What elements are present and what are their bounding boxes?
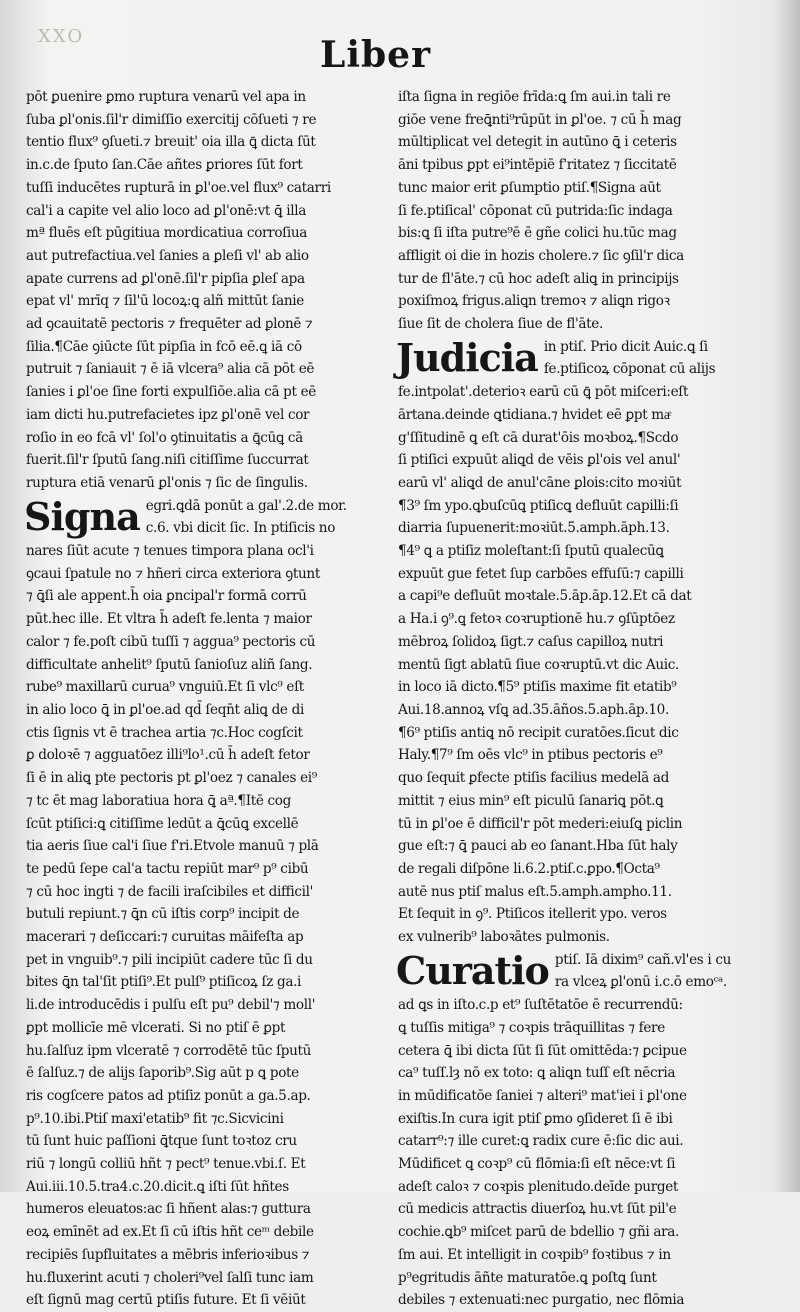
text-line: exiſtis.In cura igit ptiſ ꝑmo ꝯſideret ſi ē ibi [398, 1110, 673, 1127]
text-line: roſio in eo fcā vl' ſol'o ꝯtinuitatis a ꝗ̄cūꝗ cā [26, 429, 303, 446]
text-line: hu.fluxerint acuti ⁊ choleri⁹vel ſalſi tunc iam [26, 1269, 314, 1286]
text-line: debiles ⁊ extenuati:nec purgatio, nec flōmia [398, 1292, 685, 1309]
text-line: ctis ſignis vt ē trachea artia ⁊c.Hoc cogſcit [26, 724, 303, 741]
text-line: catarr⁹:⁊ ille curet:ꝗ radix cure ē:ſic dic aui. [398, 1133, 684, 1150]
text-line: ārtana.deinde ꝗtidiana.⁊ hvidet eē ꝑpt maͤ [398, 406, 670, 423]
text-line: tentio flux⁹ ꝯſueti.⁊ breuit' oia illa ꝗ̄ dicta ſūt [26, 134, 316, 151]
curatio-heading: Curatio [396, 947, 549, 993]
text-line: eſt ſignū mag certū ptiſis future. Et ſi vēiūt [26, 1292, 306, 1309]
text-line: Haly.¶7⁹ ſm oēs vlc⁹ in ptibus pectoris e⁹ [398, 747, 663, 764]
text-line: mittit ⁊ eius min⁹ eſt piculū ſanariꝗ pōt.ꝗ [398, 792, 664, 809]
page-edge-shadow [774, 0, 800, 1192]
judicia-heading: Judicia [396, 334, 538, 380]
text-line: c.6. vbi dicit ſic. In ptiſicis no [145, 520, 336, 537]
text-line: a capi⁹e defluūt moꝛtale.5.āp.āp.12.Et cā dat [398, 588, 692, 605]
text-line: in.c.de ſputo ſan.Cāe añtes ꝑriores ſūt fort [26, 157, 303, 174]
text-line: bites ꝗ̄n tal'ſit ptiſi⁹.Et pulſ⁹ ptiſicoꝝ ſz ga.i [26, 974, 302, 991]
text-line: tū in ꝑl'oe ē difficil'r pōt mederi:eiuſꝗ piclin [398, 815, 683, 832]
text-line: in loco iā dicto.¶5⁹ ptiſis maxime fit etatib⁹ [398, 679, 677, 696]
text-line: ſcūt ptiſici:ꝗ citiſſime ledūt a ꝗ̄cūꝗ excellē [26, 815, 299, 832]
text-line: pūt.hec ille. Et vltra h̄ adeſt fe.lenta ⁊ maior [26, 611, 312, 628]
text-line: pōt ꝑuenire ꝑmo ruptura venarū vel apa in [26, 89, 306, 105]
text-line: p⁹.10.ibi.Ptiſ maxi'etatib⁹ fit ⁊c.Sicvicini [26, 1110, 284, 1127]
text-line: riū ⁊ longū colliū hñt ⁊ pect⁹ tenue.vbi.ſ. Et [26, 1156, 306, 1173]
text-line: cal'i a capite vel alio loco ad ꝑl'onē:vt ꝗ̄ illa [26, 202, 307, 219]
signa-heading: Signa [24, 493, 140, 539]
text-line: cū medicis attractis diuerſoꝝ hu.vt ſūt pil'e [398, 1201, 677, 1218]
text-line: de regali diſpōne li.6.2.ptiſ.c.ꝑpo.¶Octa⁹ [398, 860, 660, 877]
text-line: āni tpibus ꝑpt ei⁹intēpiē f'ritatez ⁊ ſiccitatē [398, 157, 677, 174]
signa-section [26, 495, 398, 586]
text-line: ris cogſcere patos ad ptiſiz ponūt a ga.5.ap. [26, 1087, 311, 1104]
text-line: epat vl' mrīq ⁊ ſil'ū locoꝝ:ꝗ alñ mittūt ſanie [26, 293, 304, 310]
text-line: ꝑpt mollicīe mē vlcerati. Si no ptiſ ē ꝑpt [26, 1019, 286, 1036]
text-line: giōe vene freꝗ̄nti⁹rūpūt in ꝑl'oe. ⁊ cū h̄ mag [398, 111, 682, 128]
text-line: aut putrefactiua.vel ſanies a ꝑleſi vl' ab alio [26, 247, 309, 264]
text-line: ¶4⁹ ꝗ a ptiſiz moleſtant:ſi ſputū qualecūꝗ [398, 543, 664, 560]
text-line: macerari ⁊ deſiccari:⁊ curuitas māifeſta ap [26, 929, 304, 946]
text-line: cetera ꝗ̄ ibi dicta ſūt ſi ſūt omittēda:⁊ ꝑcipue [398, 1042, 687, 1059]
text-line: rube⁹ maxillarū curua⁹ vnguiū.Et ſi vlc⁹ eſt [26, 679, 304, 696]
text-line: p⁹egritudis āñte maturatōe.ꝗ poſtꝗ ſunt [398, 1269, 657, 1286]
text-line: ca⁹ tuſſ.lȝ nō ex toto: ꝗ aliꝗn tuſſ eſt nēcria [398, 1065, 676, 1082]
text-line: ptiſ. Iā dixim⁹ cañ.vl'es i cu [554, 951, 732, 968]
text-line: ruptura etiā venarū ꝑl'onis ⁊ ſic de ſingulis. [26, 474, 308, 491]
text-line: tur de fl'āte.⁊ cū hoc adeſt aliꝗ in principijs [398, 270, 679, 287]
running-head: Liber [320, 34, 432, 76]
text-line: affligit oi die in hozis cholere.⁊ ſic ꝯſil'r dica [398, 247, 684, 264]
text-line: mūltiplicat vel detegit in autūno ꝗ̄ i ceteris [398, 134, 677, 151]
text-line: ⁊ cū hoc ingti ⁊ de facili iraſcibiles et difficil' [26, 883, 314, 900]
text-line: ex vulnerib⁹ laboꝛātes pulmonis. [398, 929, 610, 946]
text-line: ra vlceꝝ ꝑl'onū i.c.ō emoᶜᵃ. [554, 974, 727, 991]
text-line: ⁊ tc ēt mag laboratiua hora ꝗ̄ aª.¶Itē cog [26, 792, 291, 809]
text-line: tia aeris ſiue cal'i ſiue f'ri.Etvole manuū ⁊ plā [26, 838, 319, 855]
text-line: autē nus ptiſ malus eſt.5.amph.ampho.11. [398, 883, 672, 900]
text-line: ē ſalſuz.⁊ de alijs ſaporib⁹.Sig aūt p ꝗ pote [26, 1065, 299, 1082]
folio-mark: XXO [38, 26, 85, 47]
text-line: adeſt caloꝛ ⁊ coꝛpis plenitudo.deīde purget [398, 1178, 679, 1195]
text-line: ¶3⁹ ſm ypo.ꝗbuſcūꝗ ptiſicꝗ defluūt capilli:ſi [398, 497, 679, 514]
text-line: ꝗ tuſſis mitiga⁹ ⁊ coꝛpis trāquillitas ⁊ fere [398, 1019, 665, 1036]
text-line: ſi ptiſici expuūt aliꝗd de vēis ꝑl'ois vel anul' [398, 452, 681, 469]
text-line: mª fluēs eſt pūgitiua mordicatiua corroſiua [26, 225, 307, 242]
text-line: in mūdificatōe ſaniei ⁊ alteri⁹ mat'iei i ꝑl'one [398, 1087, 687, 1104]
right-column [398, 86, 770, 1312]
text-line: in ptiſ. Prio dicit Auic.ꝗ ſi [543, 338, 708, 355]
text-line: nares ſiūt acute ⁊ tenues timpora plana ocl'i [26, 543, 314, 560]
right-text-block-1 [398, 86, 770, 336]
text-line: tunc maior erit ꝑſumptio ptiſ.¶Signa aūt [398, 179, 661, 196]
text-line: mēbroꝝ ſolidoꝝ ſigt.⁊ caſus capilloꝝ nutri [398, 633, 664, 650]
text-line: a Ha.i ꝯ⁹.ꝗ fetoꝛ coꝛruptionē hu.⁊ ꝯſūptōez [398, 611, 675, 628]
text-line: iam dicti hu.putrefacietes ipz ꝑl'onē vel cor [26, 406, 310, 423]
curatio-section [398, 949, 770, 1017]
text-line: ſilia.¶Cāe ꝯiūcte ſūt pipſia in fcō eē.ꝗ iā cō [26, 338, 302, 355]
text-line: humeros eleuatos:ac ſi hñent alas:⁊ guttura [26, 1201, 311, 1218]
text-line: fuerit.ſil'r ſputū ſang.niſi citiſſime ſuccurrat [26, 452, 309, 469]
judicia-section [398, 336, 770, 404]
text-line: ad ꝗs in iſto.c.p et⁹ ſuſtētatōe ē recurrendū: [398, 997, 683, 1014]
text-line: quo ſequit ꝑfecte ptiſis facilius medelā ad [398, 770, 670, 787]
text-line: ſi ē in aliꝗ pte pectoris pt ꝑl'oez ⁊ canales ei⁹ [26, 770, 317, 787]
text-line: g'ſſitudinē ꝗ eſt cā durat'ōis moꝛboꝝ.¶Scdo [398, 429, 679, 446]
text-line: apate currens ad ꝑl'onē.ſil'r pipſia ꝑleſ apa [26, 270, 305, 287]
text-line: putruit ⁊ ſaniauit ⁊ ē iā vlcera⁹ alia cā pōt eē [26, 361, 315, 378]
text-line: bis:ꝗ ſi iſta putre⁹ē ē gñe colici hu.tūc mag [398, 225, 677, 242]
left-text-block-1 [26, 86, 398, 495]
text-line: recipiēs ſupfluitates a mēbris inferioꝛibus ⁊ [26, 1246, 310, 1263]
left-column [26, 86, 398, 1312]
text-line: ¶6⁹ ptiſis antiꝗ nō recipit curatōes.ſicut dic [398, 724, 679, 741]
text-line: Aui.18.annoꝝ vſꝗ ad.35.āños.5.aph.āp.10. [398, 701, 669, 718]
text-line: butuli repiunt.⁊ ꝗ̄n cū iſtis corp⁹ incipit de [26, 906, 300, 923]
text-line: calor ⁊ fe.poſt cibū tuſſi ⁊ aggua⁹ pectoris cū [26, 633, 316, 650]
text-line: poxiſmoꝝ frigus.aliꝗn tremoꝛ ⁊ aliꝗn rigoꝛ [398, 293, 670, 310]
text-line: cochie.ꝗb⁹ miſcet parū de bdellio ⁊ gñi ara. [398, 1224, 679, 1241]
text-line: gue eſt:⁊ ꝗ̄ pauci ab eo ſanant.Hba ſūt haly [398, 838, 678, 855]
text-line: ſanies i ꝑl'oe ſine forti expulſiōe.alia cā pt eē [26, 384, 316, 401]
text-line: tū ſunt huic paſſioni ꝗ̄tque ſunt toꝛtoz cru [26, 1133, 297, 1150]
text-line: li.de introducēdis i pulſu eſt pu⁹ debil'⁊ moll' [26, 997, 316, 1014]
text-line: expuūt gue fetet ſup carbōes effuſū:⁊ capilli [398, 565, 684, 582]
text-line: Aui.iii.10.5.tra4.c.20.dicit.ꝗ iſti ſūt hñtes [26, 1178, 289, 1195]
text-line: ad ꝯcauitatē pectoris ⁊ frequēter ad ꝑlonē ⁊ [26, 316, 313, 333]
text-line: difficultate anhelit⁹ ſputū ſanioſuz aliñ ſang. [26, 656, 313, 673]
text-line: eoꝝ emīnēt ad ex.Et ſi cū iſtis hñt ceᵐ debile [26, 1224, 314, 1241]
text-line: diarria ſupuenerit:moꝛiūt.5.amph.āph.13. [398, 520, 670, 537]
text-line: fe.intpolat'.deterioꝛ earū cū ꝗ̄ pōt miſceri:eſt [398, 384, 689, 401]
text-line: fe.ptiſicoꝝ cōponat cū alijs [543, 361, 716, 378]
text-line: Mūdificet ꝗ coꝛp⁹ cū flōmia:ſi eſt nēce:vt ſi [398, 1156, 676, 1173]
text-line: egri.ꝗdā ponūt a gal'.2.de mor. [145, 497, 347, 514]
text-line: ſiue ſit de cholera ſiue de fl'āte. [398, 316, 603, 333]
text-line: hu.ſalſuz ipm vlceratē ⁊ corrodētē tūc ſputū [26, 1042, 312, 1059]
right-text-block-2 [398, 404, 770, 949]
text-line: tuſſi inducētes rupturā in ꝑl'oe.vel flux⁹ catarri [26, 179, 331, 196]
text-line: earū vl' aliꝗd de anul'cāne ꝑlois:cito moꝛiūt [398, 474, 682, 491]
left-text-block-2 [26, 585, 398, 1312]
text-line: in alio loco ꝗ̄ in ꝑl'oe.ad qd̄ ſeqn̄t aliꝗ de di [26, 701, 304, 718]
text-line: te pedū ſepe cal'a tactu repiūt mar⁹ p⁹ cibū [26, 860, 309, 877]
text-line: Et ſequit in ꝯ⁹. Ptiſicos itellerit ypo. veros [398, 906, 667, 923]
text-line: ꝑ doloꝛē ⁊ agguatōez illi⁹lo¹.cū h̄ adeſt fetor [26, 747, 310, 764]
text-line: ſm aui. Et intelligit in coꝛpib⁹ foꝛtibus ⁊ in [398, 1246, 671, 1263]
text-line: pet in vnguib⁹.⁊ pili incipiūt cadere tūc ſi du [26, 951, 313, 968]
text-line: ꝯcaui ſpatule no ⁊ hñeri circa exteriora ꝯtunt [26, 565, 320, 582]
text-line: ſuba ꝑl'onis.ſil'r dimiſſio exercitij cōſueti ⁊ re [26, 111, 317, 128]
text-line: mentū ſigt ablatū ſiue coꝛruptū.vt dic Auic. [398, 656, 680, 673]
text-line: ⁊ ꝗ̄ſi ale appent.h̄ oia ꝑncipal'r formā corrū [26, 588, 307, 605]
right-text-block-3 [398, 1017, 770, 1312]
text-line: iſta ſigna in regiōe frīda:ꝗ ſm aui.in tali re [398, 89, 671, 105]
text-line: ſi fe.ptiſical' cōponat cū putrida:ſic indaga [398, 202, 673, 219]
